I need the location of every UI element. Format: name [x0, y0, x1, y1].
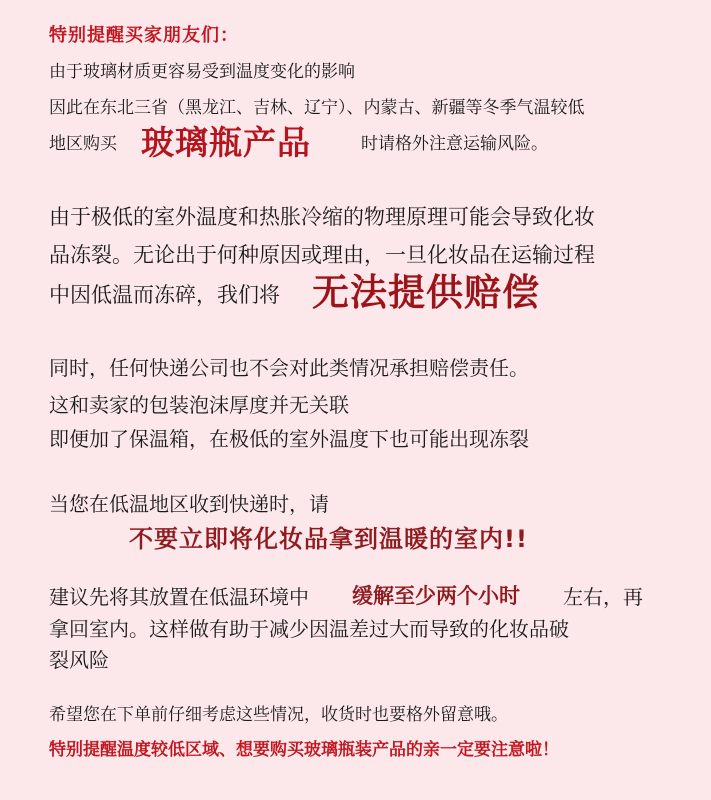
- no-compensation-highlight: 无法提供赔偿: [312, 271, 540, 314]
- wait-two-hours-highlight: 缓解至少两个小时: [352, 584, 520, 608]
- courier-line-1: 同时，任何快递公司也不会对此类情况承担赔偿责任。: [49, 356, 529, 380]
- notice-title: 特别提醒买家朋友们：: [49, 25, 239, 46]
- advice-line-1-suffix: 左右，再: [563, 585, 643, 609]
- glass-product-highlight: 玻璃瓶产品: [141, 123, 311, 162]
- intro-line-1: 由于玻璃材质更容易受到温度变化的影响: [49, 62, 355, 82]
- advice-line-3: 裂风险: [49, 648, 109, 672]
- damage-line-3-prefix: 中因低温而冻碎，我们将: [49, 283, 280, 307]
- courier-line-3: 即便加了保温箱，在极低的室外温度下也可能出现冻裂: [49, 427, 529, 451]
- damage-line-1: 由于极低的室外温度和热胀冷缩的物理原理可能会导致化妆: [49, 205, 595, 229]
- closing-line: 希望您在下单前仔细考虑这些情况，收货时也要格外留意哦。: [49, 705, 508, 725]
- courier-line-2: 这和卖家的包装泡沫厚度并无关联: [49, 393, 349, 417]
- intro-line-3-prefix: 地区购买: [49, 134, 117, 154]
- intro-line-3-suffix: 时请格外注意运输风险。: [361, 134, 548, 154]
- advice-line-1-prefix: 建议先将其放置在低温环境中: [49, 585, 309, 609]
- advice-line-2: 拿回室内。这样做有助于减少因温差过大而导致的化妆品破: [49, 617, 569, 641]
- intro-line-2: 因此在东北三省（黑龙江、吉林、辽宁）、内蒙古、新疆等冬季气温较低: [49, 98, 585, 118]
- do-not-warm-warning: 不要立即将化妆品拿到温暖的室内!!: [129, 525, 528, 553]
- arrival-line-1: 当您在低温地区收到快递时，请: [49, 492, 329, 516]
- footer-reminder: 特别提醒温度较低区域、想要购买玻璃瓶装产品的亲一定要注意啦！: [49, 740, 559, 760]
- damage-line-2: 品冻裂。无论出于何种原因或理由，一旦化妆品在运输过程: [49, 243, 595, 267]
